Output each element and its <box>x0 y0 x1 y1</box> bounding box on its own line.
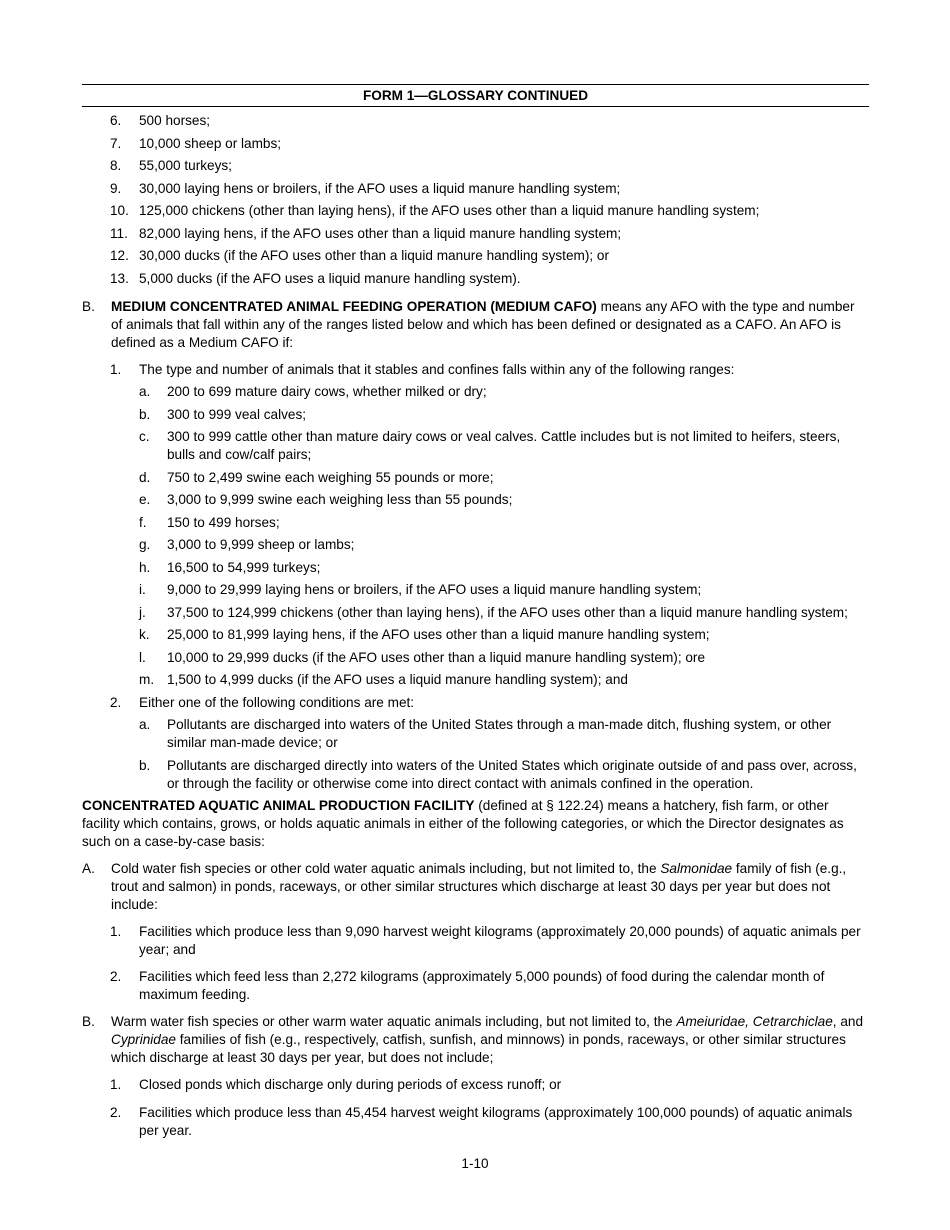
list-item: 1. Closed ponds which discharge only during periods of excess runoff; or <box>110 1076 562 1092</box>
list-item: b. 300 to 999 veal calves; <box>139 406 307 422</box>
list-item: g. 3,000 to 9,999 sheep or lambs; <box>139 537 355 552</box>
header-title: FORM 1—GLOSSARY CONTINUED <box>362 88 589 103</box>
aquatic-category-b: B. Warm water fish species or other warm water aquatic animals including, but not limited to, the Ameiuridae, Cetrarchiclae, and Cyprinidae families of fish (e.g., respectively, catfish, sunfish, and minnows) in ponds, raceways, or other similar structures which discharge at least 30 days per year, but does not include; <box>82 1013 864 1065</box>
list-item: 11. 82,000 laying hens, if the AFO uses other than a liquid manure handling system; <box>110 225 622 241</box>
large-cafo-list <box>82 112 869 288</box>
list-item: 9. 30,000 laying hens or broilers, if the AFO uses a liquid manure handling system; <box>110 180 621 196</box>
list-item: 8. 55,000 turkeys; <box>110 158 232 173</box>
aquatic-definition: CONCENTRATED AQUATIC ANIMAL PRODUCTION FACILITY (defined at § 122.24) means a hatchery, fish farm, or other facility which contains, grows, or holds aquatic animals in either of the following categories, or which the Director designates as such on a case-by-case basis: <box>82 797 844 849</box>
medium-cafo-ranges <box>82 379 869 690</box>
list-item: a. 200 to 699 mature dairy cows, whether milked or dry; <box>139 384 487 399</box>
list-item: 10. 125,000 chickens (other than laying hens), if the AFO uses other than a liquid manure handling system; <box>110 203 760 218</box>
glossary-page <box>82 84 869 1140</box>
list-item: b. Pollutants are discharged directly into waters of the United States which originate outside of and pass over, across, or through the facility or otherwise come into direct contact with animals confined in the operation. <box>139 757 857 791</box>
page-header <box>82 84 869 107</box>
page-number: 1-10 <box>461 1156 489 1171</box>
list-item: 2. Facilities which feed less than 2,272 kilograms (approximately 5,000 pounds) of food during the calendar month of maximum feeding. <box>110 968 825 1002</box>
list-item: c. 300 to 999 cattle other than mature dairy cows or veal calves. Cattle includes but is not limited to heifers, steers, bulls and cow/calf pairs; <box>139 429 841 462</box>
list-item: i. 9,000 to 29,999 laying hens or broilers, if the AFO uses a liquid manure handling system; <box>139 582 702 597</box>
list-item: 12. 30,000 ducks (if the AFO uses other than a liquid manure handling system); or <box>110 248 609 263</box>
aquatic-term: CONCENTRATED AQUATIC ANIMAL PRODUCTION FACILITY <box>82 797 475 813</box>
list-item: 2. Either one of the following conditions are met: <box>110 694 415 710</box>
medium-cafo-term: MEDIUM CONCENTRATED ANIMAL FEEDING OPERATION (MEDIUM CAFO) <box>111 298 597 314</box>
list-item: e. 3,000 to 9,999 swine each weighing less than 55 pounds; <box>139 492 513 507</box>
list-item: 1. The type and number of animals that it stables and confines falls within any of the following ranges: <box>110 361 735 377</box>
list-item: j. 37,500 to 124,999 chickens (other than laying hens), if the AFO uses other than a liquid manure handling system; <box>139 604 848 620</box>
list-item: a. Pollutants are discharged into waters of the United States through a man-made ditch, flushing system, or other similar man-made device; or <box>139 717 832 750</box>
list-item: m. 1,500 to 4,999 ducks (if the AFO uses a liquid manure handling system); and <box>139 672 628 687</box>
list-item: f. 150 to 499 horses; <box>139 514 280 530</box>
list-item: 13. 5,000 ducks (if the AFO uses a liquid manure handling system). <box>110 270 521 286</box>
list-item: h. 16,500 to 54,999 turkeys; <box>139 559 321 575</box>
list-item: l. 10,000 to 29,999 ducks (if the AFO uses other than a liquid manure handling system); ore <box>139 649 706 665</box>
medium-cafo-conditions <box>82 712 869 793</box>
list-item: k. 25,000 to 81,999 laying hens, if the AFO uses other than a liquid manure handling system; <box>139 627 710 642</box>
aquatic-category-a: A. Cold water fish species or other cold water aquatic animals including, but not limited to, the Salmonidae family of fish (e.g., trout and salmon) in ponds, raceways, or other similar structures which discharge at least 30 days per year but does not include: <box>82 860 847 912</box>
list-item: 2. Facilities which produce less than 45,454 harvest weight kilograms (approximately 100,000 pounds) of aquatic animals per year. <box>110 1104 853 1138</box>
medium-cafo-definition: B. MEDIUM CONCENTRATED ANIMAL FEEDING OPERATION (MEDIUM CAFO) means any AFO with the type and number of animals that fall within any of the ranges listed below and which has been defined or designated as a CAFO. An AFO is defined as a Medium CAFO if: <box>82 298 855 350</box>
list-item: 6. 500 horses; <box>110 113 211 128</box>
list-item: d. 750 to 2,499 swine each weighing 55 pounds or more; <box>139 469 494 485</box>
list-item: 1. Facilities which produce less than 9,090 harvest weight kilograms (approximately 20,000 pounds) of aquatic animals per year; and <box>110 923 861 957</box>
list-item: 7. 10,000 sheep or lambs; <box>110 135 282 151</box>
